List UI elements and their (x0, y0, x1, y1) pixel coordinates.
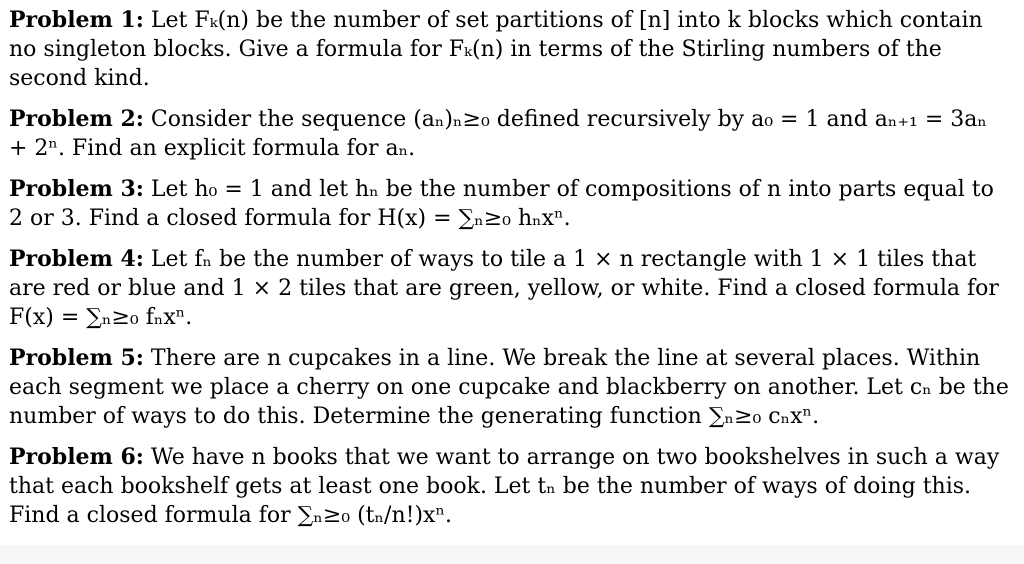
problem-sheet (9, 6, 1009, 530)
problem-6 (9, 443, 1009, 530)
problem-4 (9, 245, 1009, 332)
problem-1 (9, 6, 1009, 93)
problem-3 (9, 175, 1009, 233)
bottom-margin-strip (0, 545, 1024, 564)
problem-label: Problem 6: (9, 444, 144, 470)
problem-label: Problem 4: (9, 246, 144, 272)
problem-label: Problem 2: (9, 106, 144, 132)
problem-text: There are n cupcakes in a line. We break the line at several places. Within each segment we place a cherry on one cupcake and blackberry on another. Let cₙ be the number of ways to do this. Determine the generating function ∑ₙ≥₀ cₙxⁿ. (9, 346, 1009, 429)
problem-5 (9, 344, 1009, 431)
problem-2 (9, 105, 1009, 163)
problem-label: Problem 5: (9, 345, 144, 371)
problem-text: Let h₀ = 1 and let hₙ be the number of compositions of n into parts equal to 2 or 3. Find a closed formula for H(x) = ∑ₙ≥₀ hₙxⁿ. (9, 177, 994, 231)
problem-text: Consider the sequence (aₙ)ₙ≥₀ defined recursively by a₀ = 1 and aₙ₊₁ = 3aₙ + 2ⁿ. Find an explicit formula for aₙ. (9, 107, 987, 161)
problem-text: We have n books that we want to arrange on two bookshelves in such a way that each bookshelf gets at least one book. Let tₙ be the number of ways of doing this. Find a closed formula for ∑ₙ≥₀ (tₙ/n!)xⁿ. (9, 445, 1000, 528)
problem-label: Problem 1: (9, 7, 144, 33)
problem-label: Problem 3: (9, 176, 144, 202)
problem-text: Let fₙ be the number of ways to tile a 1 × n rectangle with 1 × 1 tiles that are red or blue and 1 × 2 tiles that are green, yellow, or white. Find a closed formula for F(x) = ∑ₙ≥₀ fₙxⁿ. (9, 247, 999, 330)
problem-text: Let Fₖ(n) be the number of set partitions of [n] into k blocks which contain no singleton blocks. Give a formula for Fₖ(n) in terms of the Stirling numbers of the second kind. (9, 8, 983, 91)
